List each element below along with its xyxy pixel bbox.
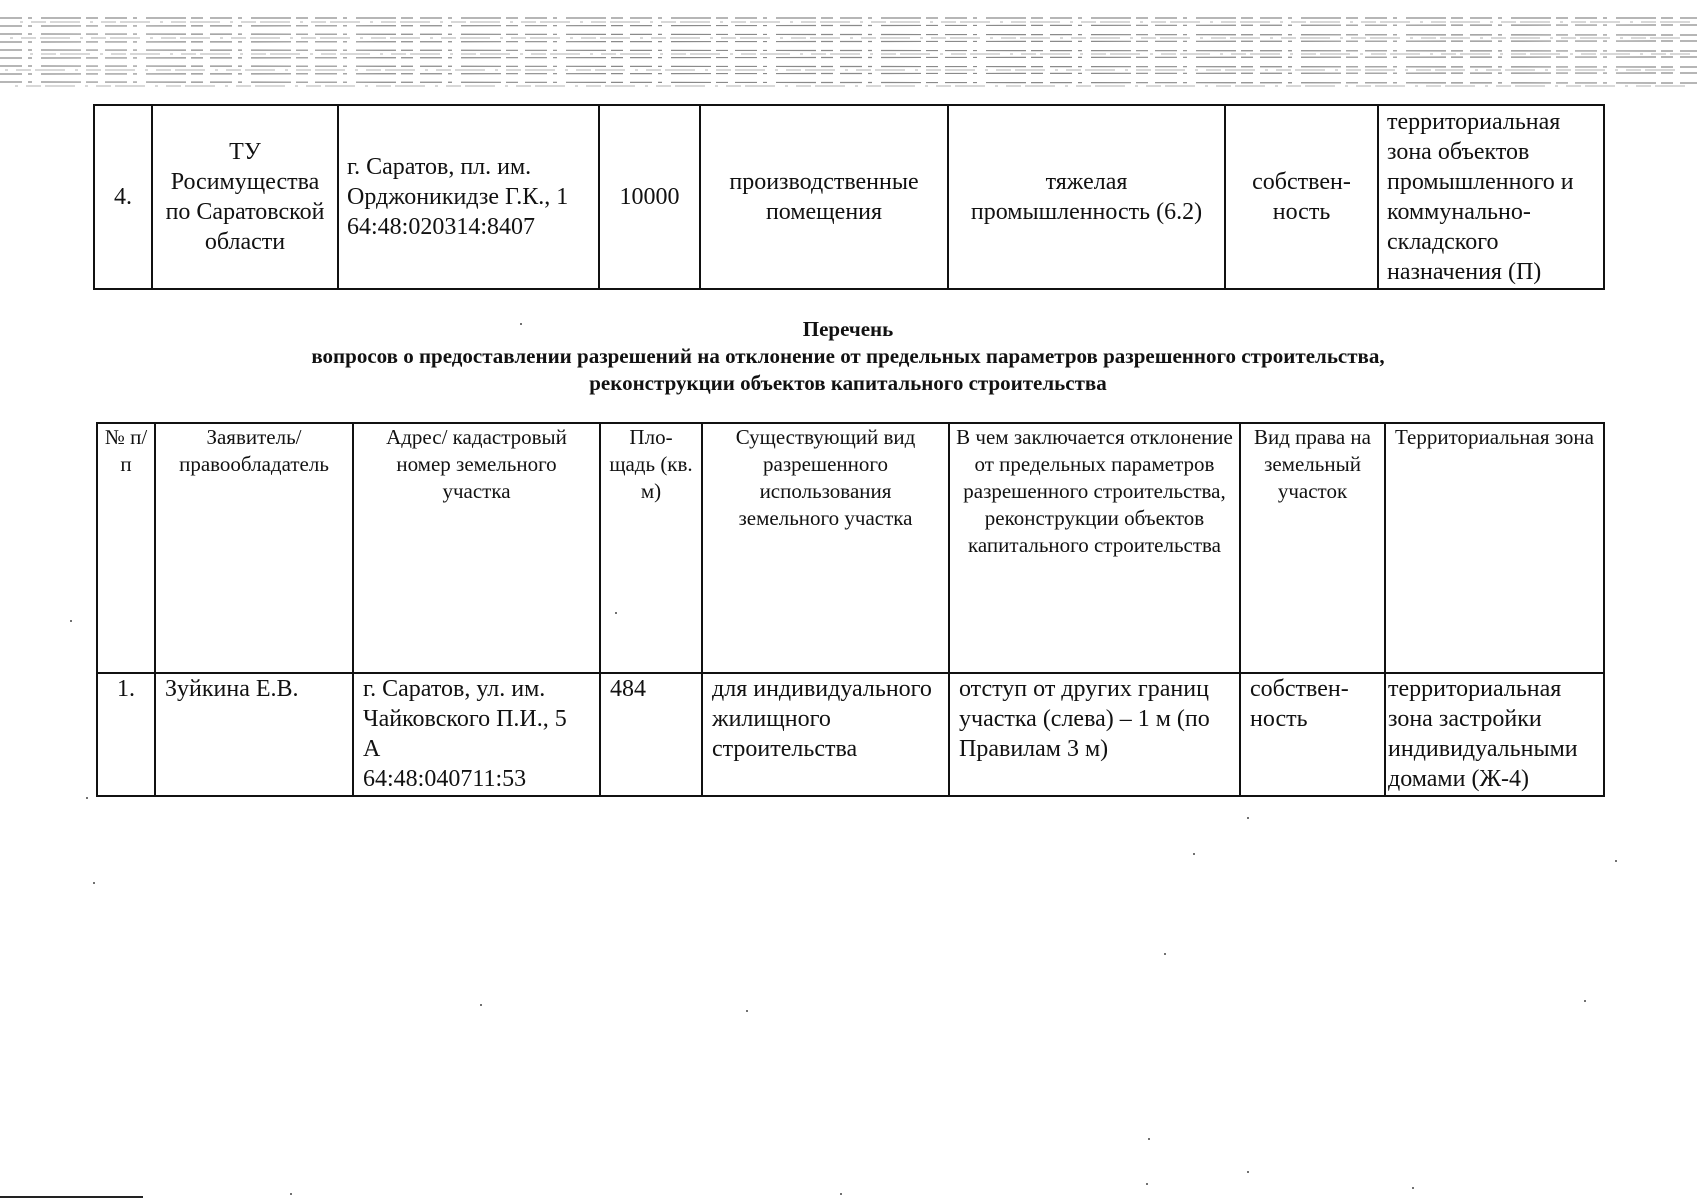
scan-speck — [1193, 853, 1195, 855]
address-cell — [338, 105, 599, 289]
right-type-cell: собствен-ность — [1225, 105, 1378, 289]
scan-speck — [520, 323, 522, 325]
area-cell: 10000 — [599, 105, 700, 289]
scan-speck — [93, 882, 95, 884]
scan-speck — [480, 1004, 482, 1006]
heading-title: Перечень — [802, 317, 894, 341]
header-number: № п/п — [97, 423, 155, 673]
address-cell — [353, 673, 600, 796]
header-applicant: Заявитель/ правообладатель — [155, 423, 353, 673]
deviation-requests-table — [96, 422, 1605, 797]
requested-use-cell: тяжелая промышленность (6.2) — [948, 105, 1225, 289]
current-use-cell: производственные помещения — [700, 105, 948, 289]
section-heading — [93, 316, 1603, 397]
table-header-row — [97, 423, 1604, 673]
zone-cell: территориальная зона застройки индивидуальными домами (Ж-4) — [1385, 673, 1604, 796]
scan-speck — [1148, 1138, 1150, 1140]
scan-speck — [290, 1193, 292, 1195]
table-row — [97, 673, 1604, 796]
scan-speck — [70, 620, 72, 622]
scan-noise — [0, 0, 1697, 90]
header-right-type: Вид права на земельный участок — [1240, 423, 1385, 673]
zone-cell: территориальная зона объектов промышленного и коммунально-складского назначения (П) — [1378, 105, 1604, 289]
heading-line-2: реконструкции объектов капитального строительства — [589, 371, 1107, 395]
right-type-cell: собствен-ность — [1240, 673, 1385, 796]
scan-speck — [1164, 953, 1166, 955]
deviation-cell: отступ от других границ участка (слева) – 1 м (по Правилам 3 м) — [949, 673, 1240, 796]
header-zone: Территориальная зона — [1385, 423, 1604, 673]
scan-edge-line — [0, 1196, 143, 1198]
scan-speck — [615, 612, 617, 614]
land-use-table-continuation — [93, 104, 1605, 290]
header-area: Пло-щадь (кв. м) — [600, 423, 702, 673]
scan-speck — [1247, 817, 1249, 819]
header-deviation: В чем заключается отклонение от предельных параметров разрешенного строительства, реконструкции объектов капитального строительства — [949, 423, 1240, 673]
applicant-cell: ТУ Росимущества по Саратовской области — [152, 105, 338, 289]
address-text: г. Саратов, ул. им. Чайковского П.И., 5 А — [363, 676, 567, 762]
scan-speck — [1146, 1183, 1148, 1185]
heading-line-1: вопросов о предоставлении разрешений на отклонение от предельных параметров разрешенного строительства, — [311, 344, 1385, 368]
scan-speck — [1247, 1171, 1249, 1173]
current-use-cell: для индивидуального жилищного строительства — [702, 673, 949, 796]
header-address: Адрес/ кадастровый номер земельного участка — [353, 423, 600, 673]
header-current-use: Существующий вид разрешенного использования земельного участка — [702, 423, 949, 673]
scan-speck — [1412, 1187, 1414, 1189]
cadastral-number: 64:48:020314:8407 — [347, 214, 536, 240]
scan-speck — [1584, 1000, 1586, 1002]
address-text: г. Саратов, пл. им. Орджоникидзе Г.К., 1 — [347, 154, 569, 210]
row-number: 1. — [97, 673, 155, 796]
area-cell: 484 — [600, 673, 702, 796]
applicant-cell: Зуйкина Е.В. — [155, 673, 353, 796]
scan-speck — [840, 1193, 842, 1195]
table-row — [94, 105, 1604, 289]
row-number: 4. — [94, 105, 152, 289]
scan-speck — [746, 1010, 748, 1012]
scan-speck — [1615, 860, 1617, 862]
cadastral-number: 64:48:040711:53 — [363, 766, 527, 792]
scan-speck — [86, 797, 88, 799]
